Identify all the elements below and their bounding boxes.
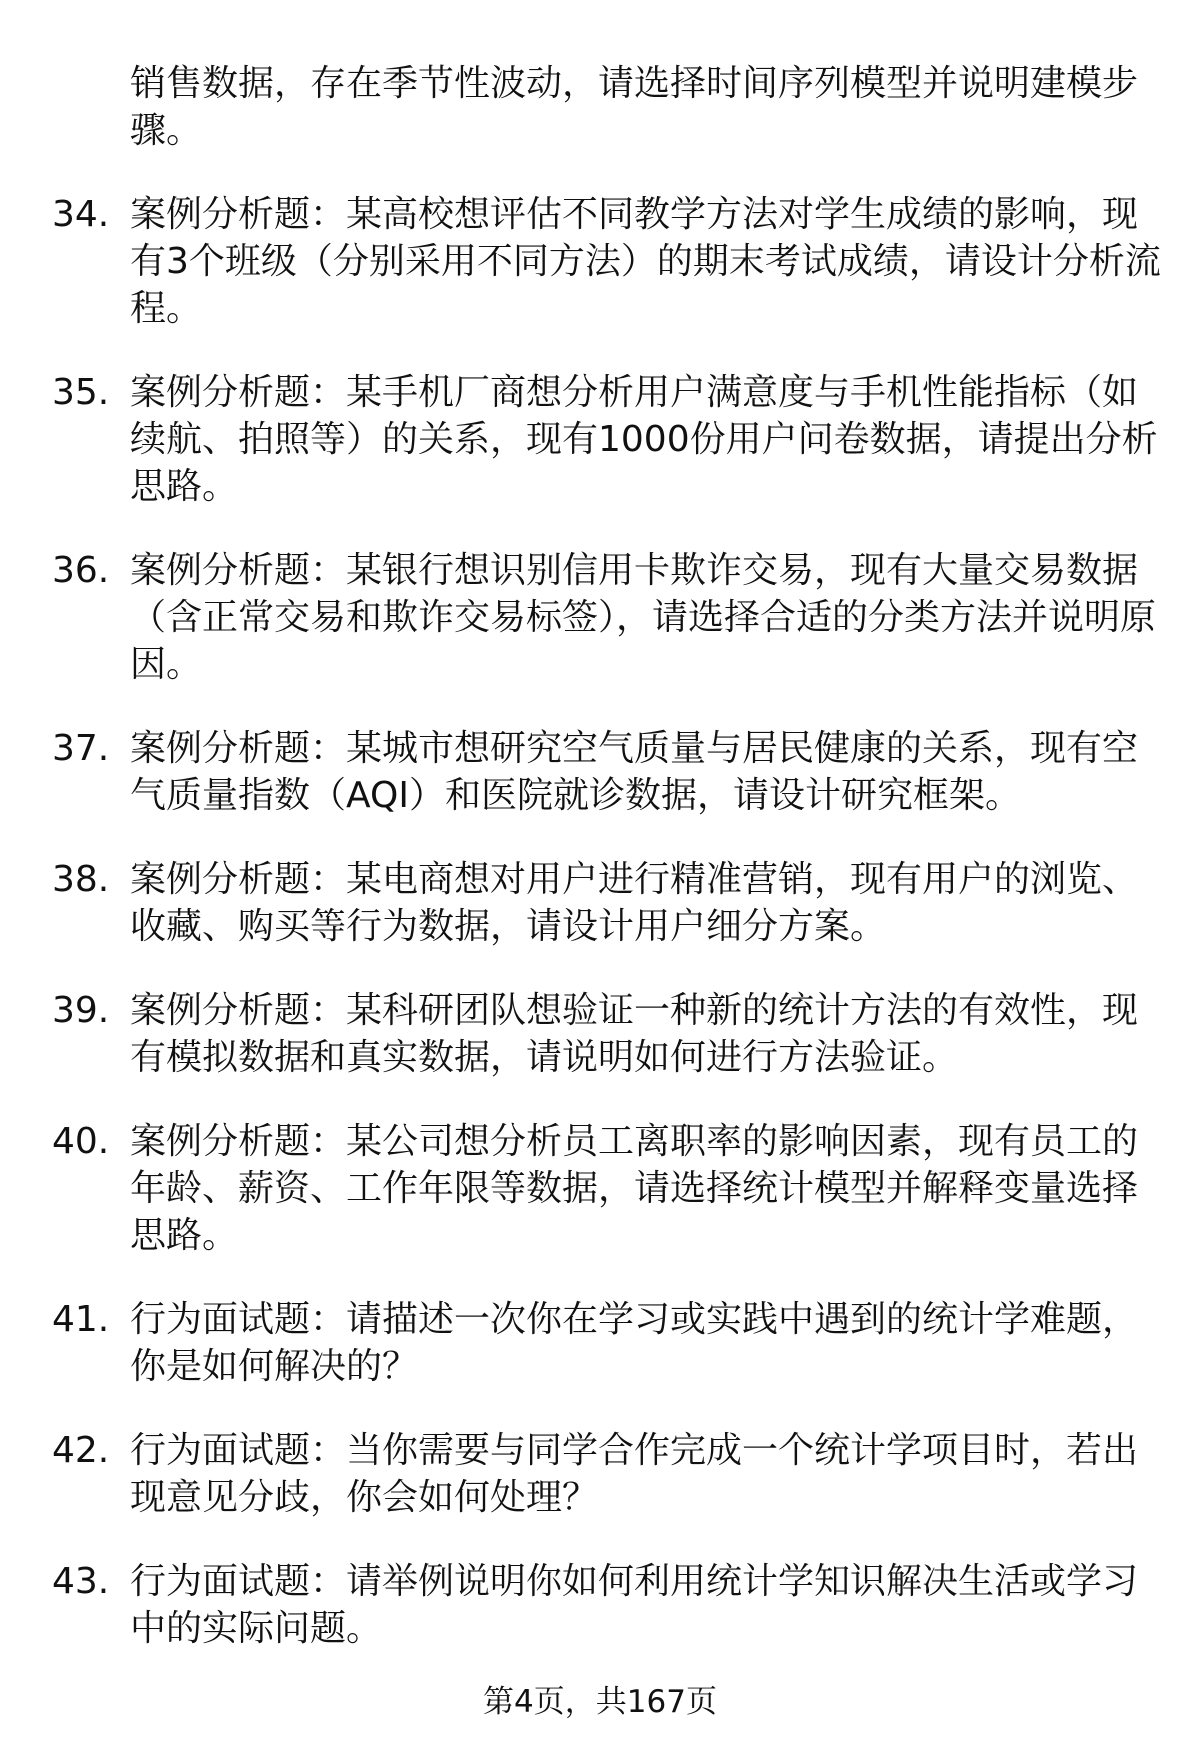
question-item [0, 1118, 1200, 1259]
question-number: 41. [52, 1299, 110, 1340]
question-item [0, 369, 1200, 510]
question-item [0, 1296, 1200, 1390]
question-text: 案例分析题：某公司想分析员工离职率的影响因素，现有员工的年龄、薪资、工作年限等数据，请选择统计模型并解释变量选择思路。 [130, 1121, 1139, 1256]
question-item [0, 1427, 1200, 1521]
question-item [0, 1558, 1200, 1652]
question-number: 34. [52, 194, 110, 235]
question-text: 销售数据，存在季节性波动，请选择时间序列模型并说明建模步骤。 [130, 63, 1139, 151]
question-text: 行为面试题：当你需要与同学合作完成一个统计学项目时，若出现意见分歧，你会如何处理？ [130, 1430, 1139, 1518]
question-item [0, 725, 1200, 819]
question-number: 37. [52, 728, 110, 769]
question-number: 38. [52, 859, 110, 900]
question-number: 43. [52, 1561, 110, 1602]
question-item [0, 547, 1200, 688]
question-number: 36. [52, 550, 110, 591]
question-item [0, 856, 1200, 950]
question-number: 39. [52, 990, 110, 1031]
question-text: 案例分析题：某电商想对用户进行精准营销，现有用户的浏览、收藏、购买等行为数据，请设计用户细分方案。 [130, 859, 1139, 947]
question-item [0, 987, 1200, 1081]
page-footer: 第4页，共167页 [483, 1684, 717, 1720]
question-text: 案例分析题：某城市想研究空气质量与居民健康的关系，现有空气质量指数（AQI）和医院就诊数据，请设计研究框架。 [130, 728, 1139, 816]
question-number: 40. [52, 1121, 110, 1162]
question-text: 案例分析题：某银行想识别信用卡欺诈交易，现有大量交易数据（含正常交易和欺诈交易标签），请选择合适的分类方法并说明原因。 [130, 550, 1157, 685]
question-text: 案例分析题：某高校想评估不同教学方法对学生成绩的影响，现有3个班级（分别采用不同方法）的期末考试成绩，请设计分析流程。 [130, 194, 1161, 329]
question-number: 35. [52, 372, 110, 413]
question-text: 行为面试题：请举例说明你如何利用统计学知识解决生活或学习中的实际问题。 [130, 1561, 1139, 1649]
question-continuation [0, 60, 1200, 154]
question-number: 42. [52, 1430, 110, 1471]
question-text: 行为面试题：请描述一次你在学习或实践中遇到的统计学难题，你是如何解决的？ [130, 1299, 1139, 1387]
question-text: 案例分析题：某手机厂商想分析用户满意度与手机性能指标（如续航、拍照等）的关系，现有1000份用户问卷数据，请提出分析思路。 [130, 372, 1158, 507]
question-item [0, 191, 1200, 332]
question-list [0, 60, 1200, 1689]
question-text: 案例分析题：某科研团队想验证一种新的统计方法的有效性，现有模拟数据和真实数据，请说明如何进行方法验证。 [130, 990, 1139, 1078]
